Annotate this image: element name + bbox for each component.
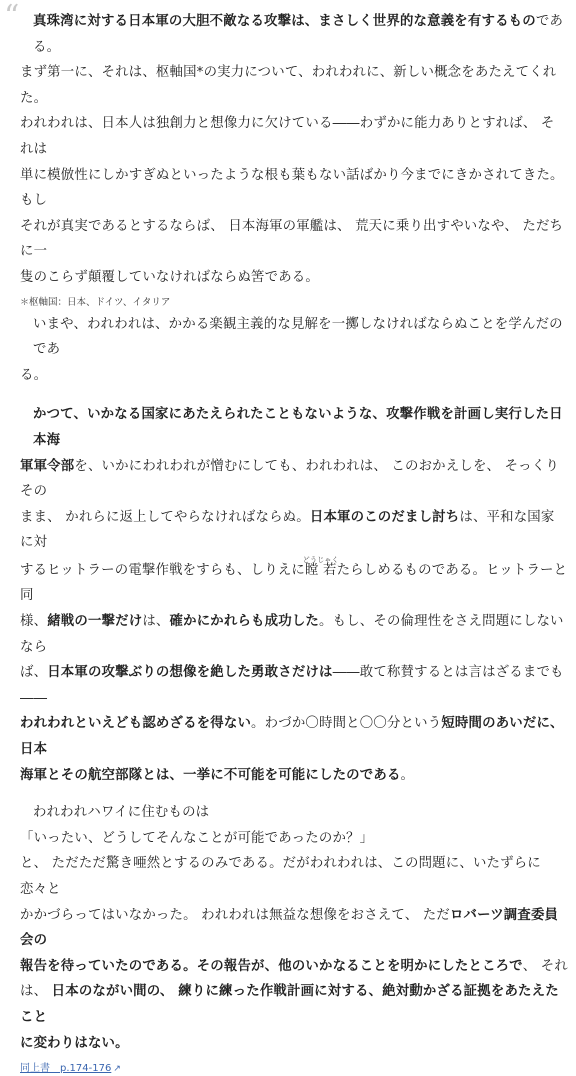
text: するヒットラーの電撃作戦をすらも、しりえに — [20, 562, 305, 578]
emphasis-text: 軍軍令部 — [20, 458, 75, 474]
text: である。 — [33, 14, 564, 55]
paragraph-1-line-1 — [20, 9, 568, 60]
paragraph-4-line-1: われわれハワイに住むものは — [33, 805, 210, 821]
paragraph-3-line-7 — [20, 711, 568, 762]
paragraph-4-line-2: 「いったい、どうしてそんなことが可能であったのか？」 — [20, 830, 374, 846]
emphasis-text: かつて、いかなる国家にあたえられたこともないような、攻撃作戦を計画し実行した日本海 — [33, 407, 563, 448]
emphasis-text: 真珠湾に対する日本軍の大胆不敵なる攻撃は、まさしく世界的な意義を有するもの — [33, 14, 536, 29]
emphasis-text: 確かにかれらも成功した — [169, 614, 320, 630]
ruby-base: 瞠若 — [302, 562, 339, 578]
source-link-label: 同上書 p.174-176 — [20, 1063, 112, 1075]
ruby-word — [302, 555, 339, 578]
text: 。もし、その倫理性をさえ問題にしないなら — [20, 614, 564, 655]
paragraph-2-line-2: る。 — [20, 367, 48, 383]
emphasis-text: 短時間のあいだに、日本 — [20, 716, 564, 758]
emphasis-text: 日本軍の攻撃ぶりの想像を絶した勇敢さだけは — [47, 665, 333, 681]
paragraph-4-line-5 — [20, 954, 568, 980]
paragraph-3-line-8 — [20, 763, 568, 789]
paragraph-1-line-2: まず第一に、それは、枢軸国*の実力について、われわれに、新しい概念をあたえてくれた。 — [20, 65, 557, 106]
paragraph-4-line-6 — [20, 979, 568, 1030]
emphasis-text: われわれといえども認めざるを得ない — [20, 716, 252, 732]
paragraph-2-line-1: いまや、われわれは、かかる楽観主義的な見解を一擲しなければならぬことを学んだのであ — [33, 316, 563, 358]
footnote-text: 枢軸国：日本、ドイツ、イタリア — [29, 296, 171, 308]
emphasis-text: に変わりはない。 — [20, 1035, 129, 1051]
external-link-icon: ↗ — [113, 1064, 121, 1075]
paragraph-1-line-3: われわれは、日本人は独創力と想像力に欠けている――わずかに能力ありとすれば、 それは — [20, 116, 555, 157]
paragraph-1-line-5: それが真実であるとするならば、 日本海軍の軍艦は、 荒天に乗り出すやいなや、 ただちに一 — [20, 218, 564, 260]
text: 、 それ — [522, 958, 568, 974]
paragraph-4-line-3: と、 ただただ驚き唖然とするのみである。だがわれわれは、この問題に、いたずらに恋々と — [20, 856, 541, 897]
emphasis-text: 日本軍のこのだまし討ち — [309, 509, 460, 525]
ruby-reading: どうじゃく — [302, 555, 339, 564]
paragraph-3-line-6 — [20, 660, 568, 711]
paragraph-3-line-3 — [20, 505, 568, 556]
paragraph-4-line-4 — [20, 903, 568, 954]
footnote — [20, 296, 568, 310]
emphasis-text: 海軍とその航空部隊とは、一挙に不可能を可能にしたのである — [20, 767, 401, 783]
paragraph-1-line-6: 隻のこらず顛覆していなければならぬ筈である。 — [20, 269, 319, 285]
paragraph-1-line-4: 単に模倣性にしかすぎぬといったような根も葉もない話ばかり今までにきかされてきた。もし — [20, 167, 564, 209]
text: は、 — [20, 984, 52, 1000]
text: かかづらってはいなかった。 われわれは無益な想像をおさえて、 ただ — [20, 907, 450, 923]
text: たらしめるものである。ヒットラーと同 — [20, 562, 568, 604]
quote-mark-icon: “ — [4, 0, 20, 34]
source-link[interactable] — [20, 1062, 122, 1076]
text: まま、 かれらに返上してやらなければならぬ。 — [20, 509, 310, 525]
paragraph-3-line-1 — [20, 402, 568, 453]
text: ――敢て称賛するとは言はざるまでも―― — [20, 665, 564, 706]
text: 様、 — [20, 614, 48, 630]
text: は、平和な国家に対 — [20, 509, 555, 551]
text: 。わづか〇時間と〇〇分という — [251, 716, 442, 732]
paragraph-3-line-5 — [20, 609, 568, 660]
paragraph-4-line-7 — [20, 1031, 568, 1057]
document-body — [20, 9, 568, 1076]
text: は、 — [142, 614, 170, 630]
emphasis-text: 日本のながい間の、 練りに練った作戦計画に対する、絶対動かざる証拠をあたえたこと — [20, 984, 559, 1025]
paragraph-3-line-2 — [20, 454, 568, 505]
footnote-mark: ＊ — [20, 297, 30, 308]
emphasis-text: ロバーツ調査委員会の — [20, 907, 559, 949]
text: ば、 — [20, 665, 48, 681]
emphasis-text: 報告を待っていたのである。その報告が、他のいかなることを明かにしたところで — [20, 958, 523, 974]
emphasis-text: 緒戦の一撃だけ — [47, 614, 143, 630]
text: 。 — [400, 767, 415, 783]
paragraph-3-line-4 — [20, 556, 568, 609]
text: を、いかにわれわれが憎むにしても、われわれは、 このおかえしを、 そっくりその — [20, 458, 559, 500]
